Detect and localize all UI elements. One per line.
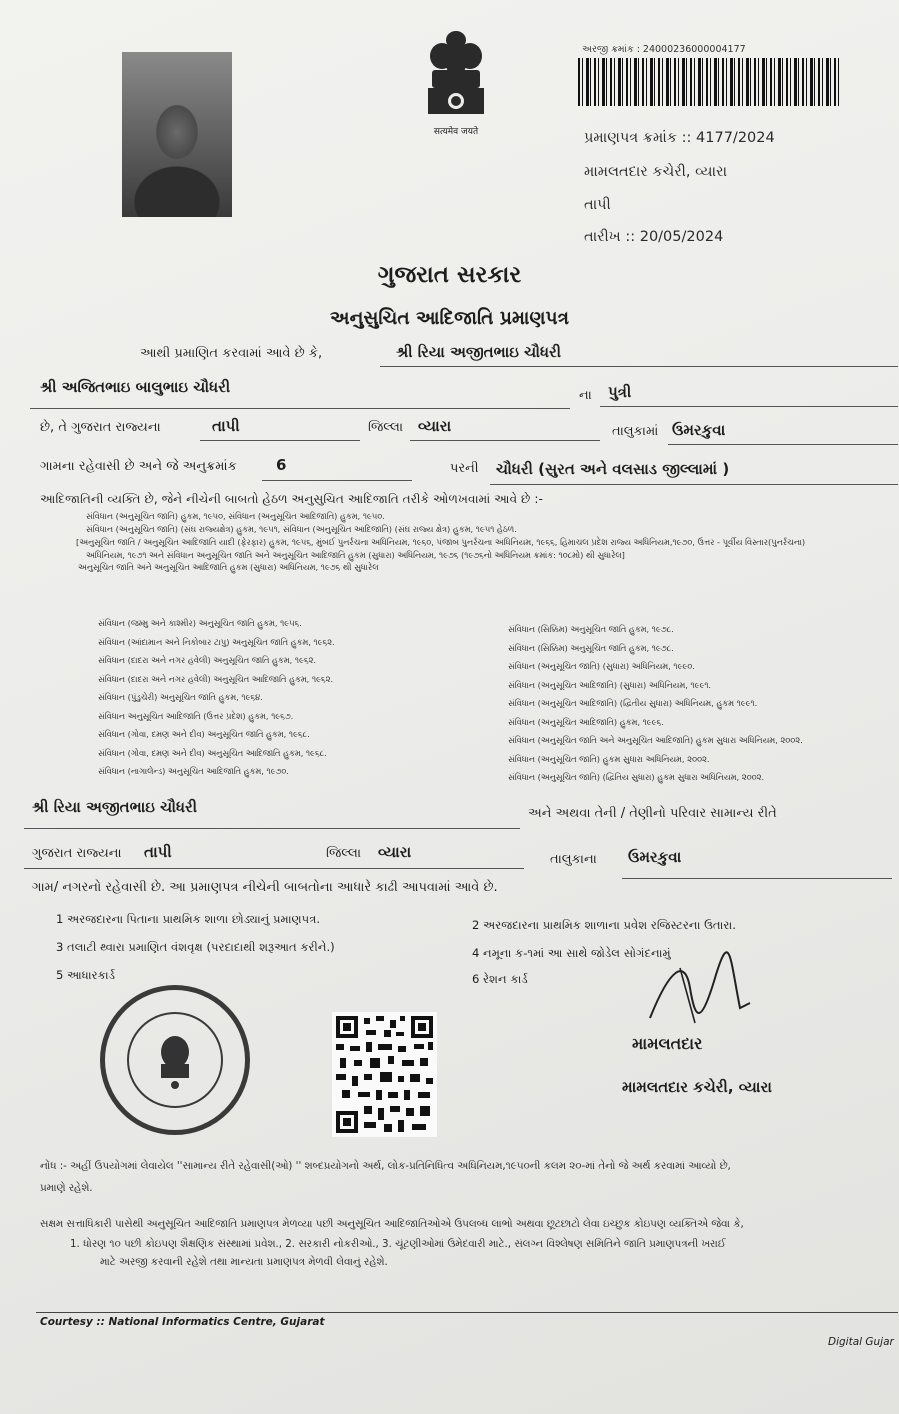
list-item: સંવિધાન (પુંડુચેરી) અનુસૂચિત જાતિ હુકમ, ૧૯૬૪. <box>98 692 263 702</box>
father-name: શ્રી અજિતભાઇ બાલુભાઇ ચૌધરી <box>40 378 231 396</box>
issuing-district: તાપી <box>584 197 611 213</box>
document-item: 4 નમૂના ક-૧માં આ સાથે જોડેલ સોગંદનામું <box>472 946 671 960</box>
family-text: અને અથવા તેની / તેણીનો પરિવાર સામાન્ય રીતે <box>528 806 777 821</box>
list-item: સંવિધાન (સિક્કિમ) અનુસૂચિત જાતિ હુકમ, ૧૯૭૮. <box>508 624 674 634</box>
divider <box>380 366 898 367</box>
serial-number: 6 <box>276 456 287 474</box>
divider <box>262 480 412 481</box>
barcode <box>578 58 840 106</box>
divider <box>490 484 898 485</box>
document-item: 2 અરજદારના પ્રાથમિક શાળાના પ્રવેશ રજિસ્ટરના ઉતારા. <box>472 918 736 932</box>
applicant-photo <box>122 52 232 217</box>
note-1-line-2: પ્રમાણે રહેશે. <box>40 1182 93 1194</box>
digital-gujarat-text: Digital Gujar <box>828 1336 894 1348</box>
divider <box>24 868 524 869</box>
qr-code <box>332 1012 437 1137</box>
footer-rule <box>36 1312 898 1313</box>
list-item: સંવિધાન (અનુસૂચિત જાતિ) હુકમ સુધારા અધિનિયમ, ૨૦૦૨. <box>508 753 710 764</box>
divider <box>622 878 892 879</box>
note-2-line-3: માટે અરજી કરવાની રહેશે તથા માન્યતા પ્રમાણપત્ર મેળવી લેવાનું રહેશે. <box>100 1256 388 1268</box>
divider <box>30 408 570 409</box>
note-1-line-1: નોંધ :- અહીં ઉપયોગમાં લેવાયેલ ''સામાન્ય રીતે રહેવાસી(ઓ) '' શબ્દપ્રયોગનો અર્થ, લોક-પ્રતિનિધિત્વ અધિનિયમ,૧૯૫૦ની કલમ ૨૦-માં તેનો જે અર્થ કરવામાં આવ્યો છે, <box>40 1160 731 1172</box>
application-number: અરજી ક્રમાંક : 24000236000004177 <box>582 44 746 55</box>
list-item: સંવિધાન (અનુસૂચિત આદિજાતિ) (દ્વિતીય સુધારા) અધિનિયમ, હુકમ ૧૯૯૧. <box>508 698 758 708</box>
village-value: ઉમરકુવા <box>672 421 726 439</box>
office-seal <box>100 985 250 1135</box>
district-label: જિલ્લા <box>368 420 404 435</box>
emblem-motto: सत्यमेव जयते <box>433 127 479 137</box>
document-item: 1 અરજદારના પિતાના પ્રાથમિક શાળા છોડ્યાનું પ્રમાણપત્ર. <box>56 912 321 926</box>
residence-name: શ્રી રિયા અજીતભાઇ ચૌધરી <box>32 798 198 816</box>
government-title: ગુજરાત સરકાર <box>377 262 522 288</box>
note-2-line-2: 1. ધોરણ ૧૦ પછી કોઇપણ શૈક્ષણિક સંસ્થામાં પ્રવેશ., 2. સરકારી નોકરીઓ., 3. ચૂંટણીઓમાં ઉમેદવારી માટે., સંલગ્ન વિશ્લેષણ સમિતિને જાતિ પ્રમાણપત્રની ખરાઈ <box>70 1238 726 1250</box>
residence-state-label: ગુજરાત રાજ્યના <box>32 846 122 861</box>
state-label: છે, તે ગુજરાત રાજ્યના <box>40 420 161 435</box>
divider <box>200 440 360 441</box>
basis-text: ગામ/ નગરનો રહેવાસી છે. આ પ્રમાણપત્ર નીચેની બાબતોના આધારે કાઢી આપવામાં આવે છે. <box>32 880 498 895</box>
district-value: તાપી <box>212 417 240 435</box>
list-item: સંવિધાન અનુસૂચિત આદિજાતિ (ઉત્તર પ્રદેશ) હુકમ, ૧૯૬૭. <box>98 710 294 721</box>
orders-left-list <box>98 618 398 785</box>
document-item: 5 આધારકાર્ડ <box>56 968 115 982</box>
order-line: અધિનિયમ, ૧૯૭૧ અને સંવિધાન અનુસૂચિત જાતિ અને અનુસૂચિત આદિજાતિ હુકમ (સુધારા) અધિનિયમ, ૧૯૭૬ (૧૯૭૬નો અધિનિયમ ક્રમાંક: ૧૦૮મો) થી સુધારેલ] <box>86 549 625 560</box>
tribe-statement: આદિજાતિની વ્યક્તિ છે, જેને નીચેની બાબતો હેઠળ અનુસુચિત આદિજાતિ તરીકે ઓળખવામાં આવે છે :- <box>40 492 543 506</box>
residence-district-label: જિલ્લા <box>326 846 362 861</box>
orders-right-list <box>508 624 868 791</box>
orders-block <box>76 510 876 574</box>
list-item: સંવિધાન (ગોવા, દમણ અને દીવ) અનુસૂચિત જાતિ હુકમ, ૧૯૬૮. <box>98 729 310 739</box>
taluka-value: વ્યારા <box>418 417 452 435</box>
list-item: સંવિધાન (આંદામાન અને નિકોબાર ટાપુ) અનુસૂચિત જાતિ હુકમ, ૧૯૬૨. <box>98 636 335 647</box>
of-label: ના <box>579 388 592 403</box>
tribe-value: ચૌધરી (સુરત અને વલસાડ જીલ્લામાં ) <box>496 460 730 478</box>
issuing-office: મામલતદાર કચેરી, વ્યારા <box>584 164 728 180</box>
document-item: 3 તલાટી થ્વારા પ્રમાણિત વંશવૃક્ષ (પરદાદાથી શરૂઆત કરીને.) <box>56 940 335 954</box>
document-item: 6 રેશન કાર્ડ <box>472 972 528 986</box>
note-2-line-1: સક્ષમ સત્તાધિકારી પાસેથી અનુસૂચિત આદિજાતિ પ્રમાણપત્ર મેળવ્યા પછી અનુસૂચિત આદિજાતિઓએ ઉપલબ્ધ લાભો અથવા છૂટછાટો લેવા ઇચ્છુક કોઇપણ વ્યક્તિએ જેવા કે, <box>40 1218 744 1230</box>
list-item: સંવિધાન (દાદરા અને નગર હવેલી) અનુસૂચિત આદિજાતિ હુકમ, ૧૯૬૨. <box>98 673 334 684</box>
divider <box>410 440 600 441</box>
resident-label: ગામના રહેવાસી છે અને જે અનુક્રમાંક <box>40 459 237 474</box>
certificate-title: અનુસુચિત આદિજાતિ પ્રમાણપત્ર <box>330 308 569 329</box>
divider <box>600 406 898 407</box>
intro-text: આથી પ્રમાણિત કરવામાં આવે છે કે, <box>140 346 323 361</box>
relation-value: પુત્રી <box>608 383 632 401</box>
list-item: સંવિધાન (દાદરા અને નગર હવેલી) અનુસૂચિત જાતિ હુકમ, ૧૯૬૨. <box>98 655 317 665</box>
order-line: [અનુસૂચિત જાતિ / અનુસૂચિત આદિજાતિ યાદી (ફેરફાર) હુકમ, ૧૯૫૬, મુંબઈ પુનર્રચના અધિનિયમ, ૧૯૬૦, પંજાબ પુનર્રચના અધિનિયમ, ૧૯૬૬, હિમાચલ પ્રદેશ રાજ્ય અધિનિયમ,૧૯૭૦, ઉત્તર - પૂર્વીય વિસ્તાર(પુનર્રચના) <box>76 536 806 547</box>
order-line: સંવિધાન (અનુસૂચિત જાતિ) (સંઘ રાજ્યક્ષેત્ર) હુકમ, ૧૯૫૧, સંવિધાન (અનુસૂચિત આદિજાતિ) (સંઘ રાજ્ય ક્ષેત્ર) હુકમ, ૧૯૫૧ હેઠળ. <box>86 523 517 534</box>
list-item: સંવિધાન (અનુસૂચિત જાતિ અને અનુસૂચિત આદિજાતિ) હુકમ સુધારા અધિનિયમ, ૨૦૦૨. <box>508 735 803 745</box>
list-item: સંવિધાન (અનુસૂચિત જાતિ) (દ્વિતિય સુધારા) હુકમ સુધારા અધિનિયમ, ૨૦૦૨. <box>508 772 765 782</box>
divider <box>24 828 520 829</box>
residence-village-value: ઉમરકુવા <box>628 848 682 866</box>
order-line: અનુસૂચિત જાતિ અને અનુસૂચિત આદિજાતિ હુકમ (સુધારા) અધિનિયમ, ૧૯૭૬ થી સુધારેલ <box>78 562 379 573</box>
list-item: સંવિધાન (અનુસૂચિત આદિજાતિ) (સુધારા) અધિનિયમ, ૧૯૯૧. <box>508 679 712 690</box>
officer-signature <box>640 948 760 1038</box>
list-item: સંવિધાન (અનુસૂચિત જાતિ) (સુધારા) અધિનિયમ, ૧૯૯૦. <box>508 661 695 671</box>
residence-district-value: તાપી <box>144 843 172 861</box>
order-line: સંવિધાન (અનુસૂચિત જાતિ) હુકમ, ૧૯૫૦, સંવિધાન (અનુસૂચિત આદિજાતિ) હુકમ, ૧૯૫૦. <box>86 511 385 521</box>
courtesy-text: Courtesy :: National Informatics Centre, Gujarat <box>40 1316 325 1328</box>
list-item: સંવિધાન (નાગાલેન્ડ) અનુસૂચિત આદિજાતિ હુકમ, ૧૯૭૦. <box>98 766 289 776</box>
officer-office: મામલતદાર કચેરી, વ્યારા <box>622 1078 772 1096</box>
issue-date: તારીખ :: 20/05/2024 <box>584 229 724 245</box>
taluka-label: તાલુકામાં <box>612 424 659 439</box>
residence-taluka-value: વ્યારા <box>378 843 412 861</box>
applicant-name: શ્રી રિયા અજીતભાઇ ચૌધરી <box>396 343 562 361</box>
divider <box>668 444 898 445</box>
list-item: સંવિધાન (ગોવા, દમણ અને દીવ) અનુસૂચિત આદિજાતિ હુકમ, ૧૯૬૮. <box>98 747 327 758</box>
residence-taluka-label: તાલુકાના <box>550 852 597 867</box>
par-label: પરની <box>450 461 479 476</box>
certificate-number: પ્રમાણપત્ર ક્રમાંક :: 4177/2024 <box>584 130 775 146</box>
seal-emblem-icon <box>105 990 245 1130</box>
list-item: સંવિધાન (સિક્કિમ) અનુસૂચિત જાતિ હુકમ, ૧૯૭૮. <box>508 642 674 653</box>
list-item: સંવિધાન (અનુસૂચિત આદિજાતિ) હુકમ, ૧૯૯૬. <box>508 716 664 727</box>
officer-designation: મામલતદાર <box>632 1034 703 1053</box>
list-item: સંવિધાન (જમ્મુ અને કાશ્મીર) અનુસૂચિત જાતિ હુકમ, ૧૯૫૬. <box>98 618 302 628</box>
national-emblem-icon <box>418 26 494 136</box>
